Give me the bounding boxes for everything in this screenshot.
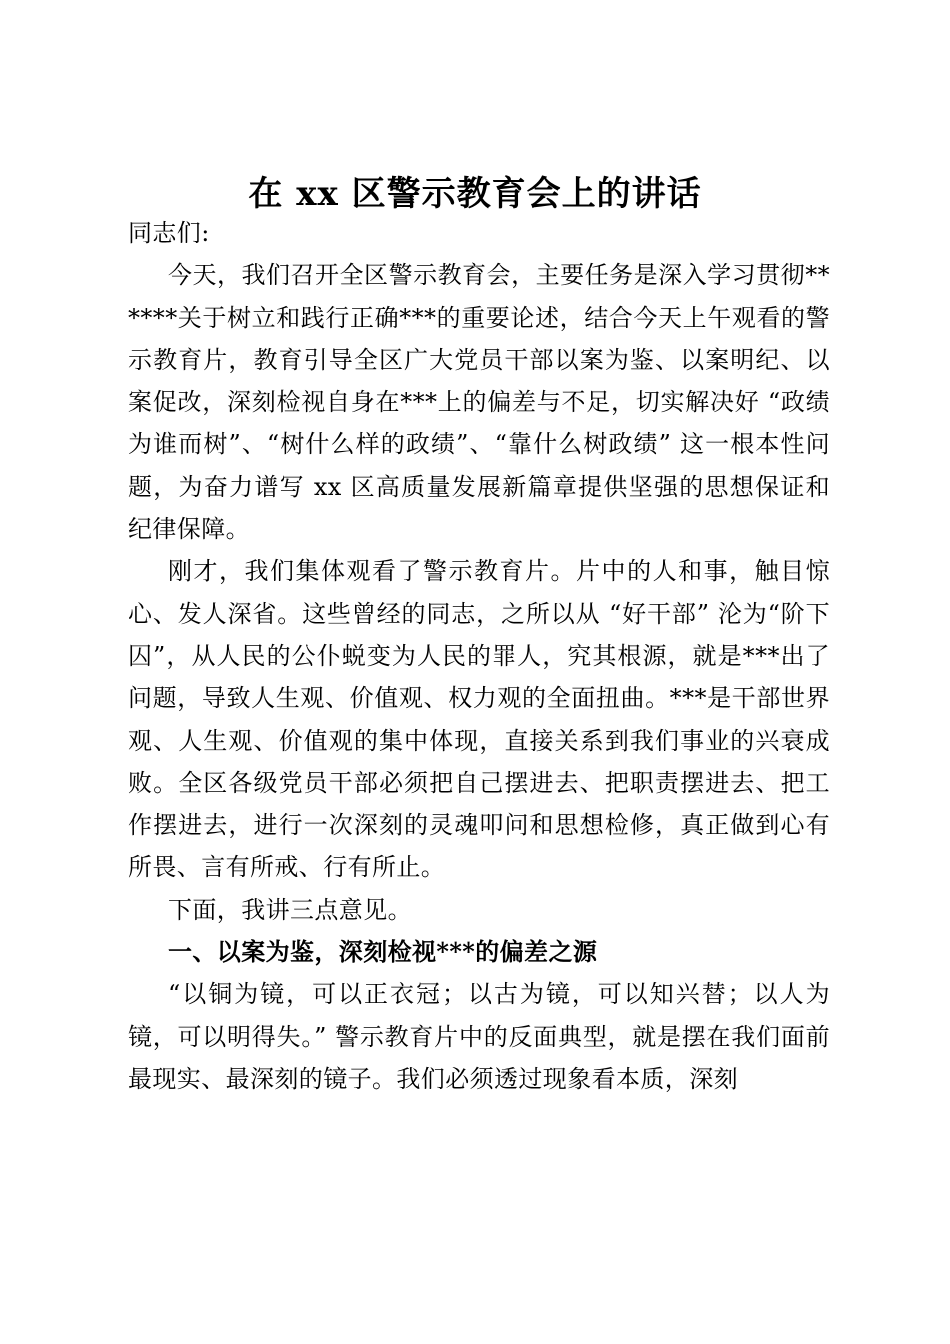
document-title: 在 xx 区警示教育会上的讲话 bbox=[248, 174, 702, 214]
section-heading: 一、以案为鉴，深刻检视***的偏差之源 bbox=[168, 937, 598, 967]
salutation: 同志们: bbox=[128, 219, 210, 247]
paragraph-three-points: 下面，我讲三点意见。 bbox=[168, 895, 412, 924]
document-body bbox=[128, 212, 830, 1100]
paragraph-intro: 今天，我们召开全区警示教育会，主要任务是深入学习贯彻******关于树立和践行正确***的重要论述，结合今天上午观看的警示教育片，教育引导全区广大党员干部以案为鉴、以案明纪、以案促改，深刻检视自身在***上的偏差与不足，切实解决好 “政绩为谁而树”、“树什么样的政绩”、“靠什么树政绩” 这一根本性问题，为奋力谱写 xx 区高质量发展新篇章提供坚强的思想保证和纪律保障。 bbox=[128, 261, 830, 544]
section-paragraph: “以铜为镜，可以正衣冠；以古为镜，可以知兴替；以人为镜，可以明得失。” 警示教育片中的反面典型，就是摆在我们面前最现实、最深刻的镜子。我们必须透过现象看本质，深刻 bbox=[128, 980, 830, 1093]
paragraph-warning-film: 刚才，我们集体观看了警示教育片。片中的人和事，触目惊心、发人深省。这些曾经的同志，之所以从 “好干部” 沦为“阶下囚”，从人民的公仆蜕变为人民的罪人，究其根源，就是***出了问题，导致人生观、价值观、权力观的全面扭曲。***是干部世界观、人生观、价值观的集中体现，直接关系到我们事业的兴衰成败。全区各级党员干部必须把自己摆进去、把职责摆进去、把工作摆进去，进行一次深刻的灵魂叩问和思想检修，真正做到心有所畏、言有所戒、行有所止。 bbox=[128, 557, 830, 882]
